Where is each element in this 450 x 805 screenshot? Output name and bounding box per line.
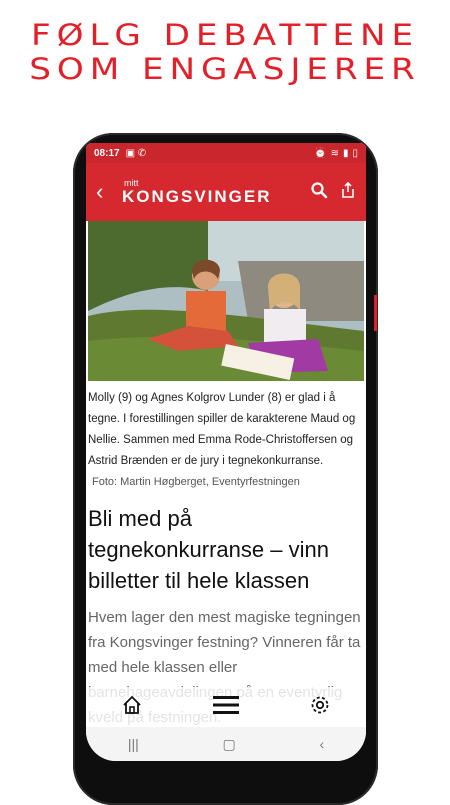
system-nav-bar	[86, 727, 366, 761]
home-button-icon[interactable]: ▢	[222, 735, 236, 752]
promo-line-2: SOM ENGASJERER	[29, 52, 421, 86]
home-icon[interactable]	[121, 694, 143, 721]
app-bar	[86, 163, 366, 221]
status-icons	[314, 148, 358, 159]
app-logo	[122, 179, 272, 206]
recent-apps-icon[interactable]: |||	[127, 736, 139, 752]
signal-icon: ▮	[342, 147, 349, 159]
menu-icon[interactable]	[213, 695, 239, 720]
alarm-icon: ⏰	[314, 147, 327, 159]
notification-icon: ▣ ✆	[125, 147, 147, 159]
phone-side-button	[374, 295, 377, 331]
status-bar	[86, 143, 366, 163]
photo-credit: Foto: Martin Høgberget, Eventyrfestningen	[92, 476, 300, 488]
search-icon[interactable]	[310, 181, 328, 204]
photo-caption	[88, 388, 364, 493]
back-arrow-icon[interactable]: ‹	[96, 179, 104, 204]
promo-line-1: FØLG DEBATTENE	[31, 18, 419, 52]
share-icon[interactable]	[340, 181, 356, 204]
logo-small-text: mitt	[124, 177, 139, 188]
promo-headline	[0, 18, 450, 86]
wifi-icon: ≋	[330, 147, 339, 159]
article-headline: Bli med på tegnekonkurranse – vinn billetter til hele klassen	[88, 506, 329, 593]
phone-screen	[86, 143, 366, 761]
logo-big-text: KONGSVINGER	[122, 186, 272, 206]
bottom-tab-bar	[86, 687, 366, 727]
back-nav-icon[interactable]: ‹	[319, 736, 325, 752]
article-lead: Hvem lager den mest magiske tegningen fra Kongsvinger festning? Vinneren får ta med hele klassen eller	[88, 609, 361, 676]
battery-icon: ▯	[352, 147, 358, 159]
article-photo	[88, 221, 364, 381]
caption-text: Molly (9) og Agnes Kolgrov Lunder (8) er glad i å tegne. I forestillingen spiller de karakterene Maud og Nellie. Sammen med Emma Rode-Christoffersen og Astrid Brænden er de jury i tegnekonkurranse.	[88, 392, 356, 467]
status-time: 08:17	[94, 147, 120, 159]
settings-icon[interactable]	[309, 694, 331, 721]
